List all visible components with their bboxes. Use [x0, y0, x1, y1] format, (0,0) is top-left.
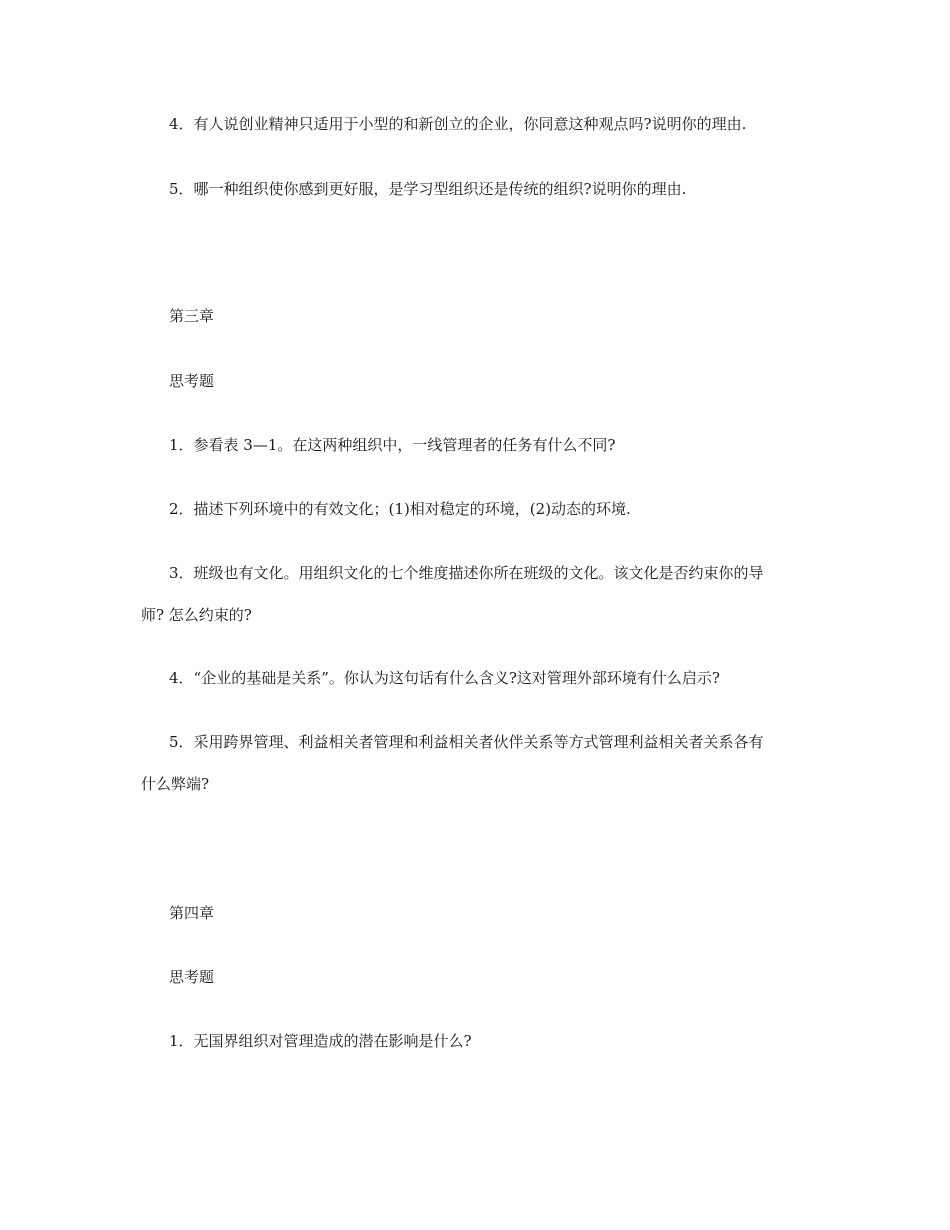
question-3-1: 1．参看表 3—1。在这两种组织中，一线管理者的任务有什么不同?: [169, 436, 616, 454]
question-3-4: 4．“企业的基础是关系”。你认为这句话有什么含义?这对管理外部环境有什么启示?: [169, 669, 720, 687]
question-2-5: 5．哪一种组织使你感到更好服，是学习型组织还是传统的组织?说明你的理由.: [169, 180, 687, 198]
question-3-2: 2．描述下列环境中的有效文化；(1)相对稳定的环境，(2)动态的环境.: [169, 500, 631, 518]
question-2-4: 4．有人说创业精神只适用于小型的和新创立的企业，你同意这种观点吗?说明你的理由.: [169, 115, 747, 133]
question-3-5-line-1: 5．采用跨界管理、利益相关者管理和利益相关者伙伴关系等方式管理利益相关者关系各有: [169, 733, 764, 751]
question-4-1: 1．无国界组织对管理造成的潜在影响是什么?: [169, 1032, 472, 1050]
chapter-3-heading: 第三章: [169, 307, 215, 325]
chapter-4-heading: 第四章: [169, 904, 215, 922]
chapter-4-subheading: 思考题: [169, 968, 215, 986]
question-3-3-line-2: 师? 怎么约束的?: [141, 606, 252, 624]
question-3-3-line-1: 3．班级也有文化。用组织文化的七个维度描述你所在班级的文化。该文化是否约束你的导: [169, 564, 764, 582]
chapter-3-subheading: 思考题: [169, 372, 215, 390]
question-3-5-line-2: 什么弊端?: [141, 775, 210, 793]
